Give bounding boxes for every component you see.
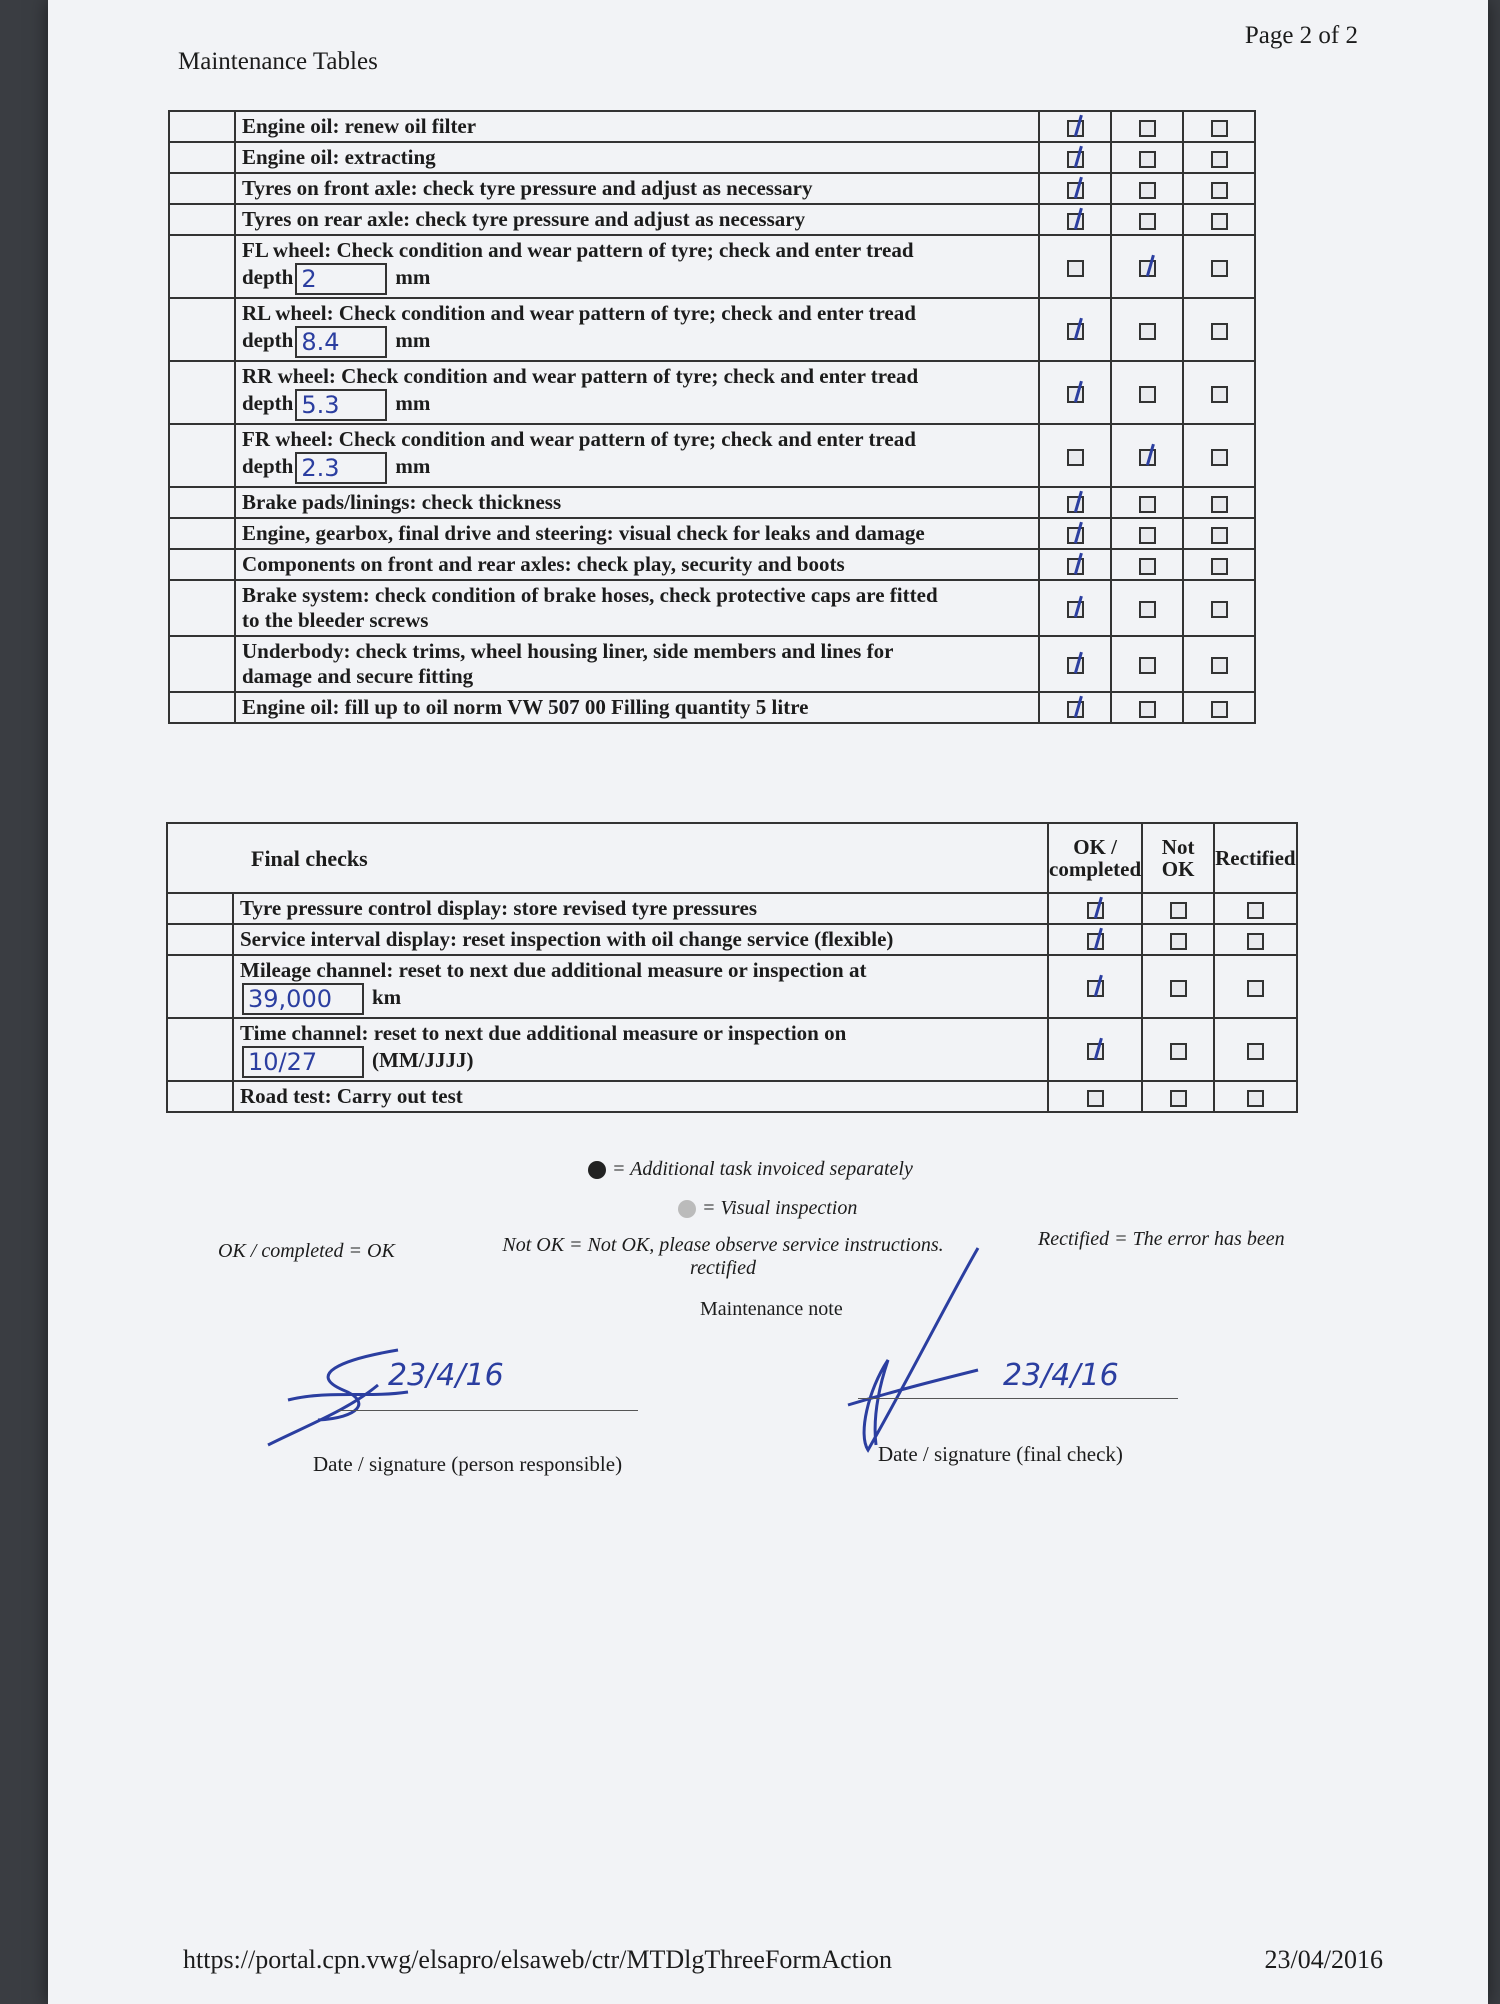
not-ok-cell: [1142, 1018, 1214, 1081]
table-row: [169, 111, 1255, 142]
task-text: FL wheel: Check condition and wear pattern of tyre; check and enter tread: [242, 238, 914, 262]
rectified-cell: [1183, 204, 1255, 235]
task-text: Service interval display: reset inspection with oil change service (flexible): [240, 927, 894, 951]
rectified-checkbox[interactable]: [1211, 182, 1228, 199]
rectified-checkbox[interactable]: [1211, 120, 1228, 137]
ok-completed-cell: [1048, 893, 1142, 924]
not-ok-checkbox[interactable]: [1170, 1043, 1187, 1060]
final-checks-table: [166, 822, 1298, 1113]
final-checks-header-row: [167, 823, 1297, 893]
ok-completed-checkbox[interactable]: [1087, 1043, 1104, 1060]
ok-completed-cell: [1048, 955, 1142, 1018]
ok-completed-checkbox[interactable]: [1067, 558, 1084, 575]
rectified-checkbox[interactable]: [1211, 213, 1228, 230]
not-ok-cell: [1111, 111, 1183, 142]
not-ok-checkbox[interactable]: [1139, 496, 1156, 513]
not-ok-checkbox[interactable]: [1170, 1090, 1187, 1107]
table-row: [167, 1081, 1297, 1112]
entry-field[interactable]: 39,000: [242, 983, 364, 1015]
legend-visual: [678, 1197, 857, 1220]
not-ok-cell: [1111, 361, 1183, 424]
task-subtext: depth: [242, 327, 294, 352]
ok-completed-cell: [1039, 692, 1111, 723]
ok-completed-cell: [1039, 549, 1111, 580]
ok-completed-cell: [1039, 298, 1111, 361]
not-ok-cell: [1111, 142, 1183, 173]
ok-completed-checkbox[interactable]: [1067, 449, 1084, 466]
not-ok-cell: [1142, 893, 1214, 924]
rectified-cell: [1183, 580, 1255, 636]
table-row: [169, 142, 1255, 173]
task-subtext: depth: [242, 264, 294, 289]
ok-completed-cell: [1039, 636, 1111, 692]
ok-completed-cell: [1039, 580, 1111, 636]
table-row: [167, 1018, 1297, 1081]
footer-date: 23/04/2016: [1264, 1945, 1383, 1974]
ok-completed-cell: [1039, 518, 1111, 549]
final-checks-title: Final checks: [233, 823, 1048, 893]
rectified-cell: [1214, 893, 1296, 924]
task-text: Engine oil: extracting: [242, 145, 436, 169]
ok-completed-cell: [1039, 111, 1111, 142]
signature-left-caption: Date / signature (person responsible): [313, 1452, 623, 1476]
ok-completed-cell: [1048, 1081, 1142, 1112]
legend-rectified-text: Rectified = The error has been: [1038, 1228, 1285, 1250]
table-row: [167, 893, 1297, 924]
table-row: [169, 298, 1255, 361]
table-row: [169, 361, 1255, 424]
ok-completed-checkbox[interactable]: [1087, 933, 1104, 950]
table-row: [169, 580, 1255, 636]
rectified-checkbox[interactable]: [1211, 657, 1228, 674]
entry-unit: mm: [395, 327, 431, 352]
not-ok-checkbox[interactable]: [1139, 701, 1156, 718]
rectified-checkbox[interactable]: [1211, 496, 1228, 513]
not-ok-cell: [1111, 424, 1183, 487]
rectified-cell: [1183, 173, 1255, 204]
entry-field[interactable]: 10/27: [242, 1046, 364, 1078]
task-text: FR wheel: Check condition and wear pattern of tyre; check and enter tread: [242, 427, 916, 451]
rectified-checkbox[interactable]: [1211, 701, 1228, 718]
task-text: Road test: Carry out test: [240, 1084, 463, 1108]
ok-completed-checkbox[interactable]: [1067, 386, 1084, 403]
entry-unit: mm: [395, 390, 431, 415]
task-text: RL wheel: Check condition and wear pattern of tyre; check and enter tread: [242, 301, 916, 325]
not-ok-cell: [1142, 924, 1214, 955]
not-ok-checkbox[interactable]: [1139, 657, 1156, 674]
entry-field[interactable]: 8.4: [295, 326, 387, 358]
maintenance-note-label: Maintenance note: [700, 1298, 843, 1320]
signature-left-line: [338, 1410, 638, 1411]
not-ok-checkbox[interactable]: [1139, 558, 1156, 575]
table-row: [167, 924, 1297, 955]
rectified-cell: [1183, 487, 1255, 518]
not-ok-cell: [1111, 298, 1183, 361]
table-row: [169, 424, 1255, 487]
ok-completed-checkbox[interactable]: [1067, 151, 1084, 168]
table-row: [169, 204, 1255, 235]
task-text: Engine, gearbox, final drive and steering: visual check for leaks and damage: [242, 521, 925, 545]
ok-completed-checkbox[interactable]: [1067, 496, 1084, 513]
rectified-cell: [1183, 298, 1255, 361]
rectified-cell: [1214, 924, 1296, 955]
task-text: Tyres on rear axle: check tyre pressure and adjust as necessary: [242, 207, 806, 231]
not-ok-checkbox[interactable]: [1139, 120, 1156, 137]
ok-completed-cell: [1048, 1018, 1142, 1081]
ok-completed-checkbox[interactable]: [1067, 657, 1084, 674]
ok-completed-cell: [1039, 361, 1111, 424]
task-subtext: to the bleeder screws: [242, 608, 429, 632]
task-text: Tyres on front axle: check tyre pressure and adjust as necessary: [242, 176, 813, 200]
rectified-cell: [1183, 518, 1255, 549]
rectified-checkbox[interactable]: [1247, 902, 1264, 919]
rectified-cell: [1214, 1018, 1296, 1081]
not-ok-checkbox[interactable]: [1139, 601, 1156, 618]
document-page: [48, 0, 1488, 2004]
ok-completed-checkbox[interactable]: [1087, 1090, 1104, 1107]
ok-completed-cell: [1039, 235, 1111, 298]
entry-field[interactable]: 2: [295, 263, 387, 295]
table-row: [169, 173, 1255, 204]
not-ok-cell: [1111, 487, 1183, 518]
rectified-checkbox[interactable]: [1211, 527, 1228, 544]
ok-completed-cell: [1039, 173, 1111, 204]
task-subtext: depth: [242, 390, 294, 415]
entry-field[interactable]: 2.3: [295, 452, 387, 484]
rectified-checkbox[interactable]: [1211, 260, 1228, 277]
task-text: Underbody: check trims, wheel housing liner, side members and lines for: [242, 639, 894, 663]
not-ok-checkbox[interactable]: [1139, 151, 1156, 168]
not-ok-checkbox[interactable]: [1170, 980, 1187, 997]
rectified-cell: [1214, 1081, 1296, 1112]
table-row: [169, 235, 1255, 298]
additional-task-icon: [588, 1161, 606, 1179]
table-row: [169, 549, 1255, 580]
legend-additional-text: = Additional task invoiced separately: [612, 1158, 913, 1180]
task-text: Time channel: reset to next due additional measure or inspection on: [240, 1021, 847, 1045]
not-ok-checkbox[interactable]: [1139, 182, 1156, 199]
ok-completed-cell: [1039, 142, 1111, 173]
rectified-cell: [1183, 636, 1255, 692]
not-ok-cell: [1111, 204, 1183, 235]
rectified-checkbox[interactable]: [1211, 386, 1228, 403]
rectified-cell: [1183, 549, 1255, 580]
entry-unit: mm: [395, 453, 431, 478]
entry-unit: mm: [395, 264, 431, 289]
ok-completed-cell: [1039, 424, 1111, 487]
col-ok-header: OK / completed: [1048, 823, 1142, 893]
legend-additional: [588, 1158, 913, 1181]
ok-completed-checkbox[interactable]: [1067, 601, 1084, 618]
not-ok-checkbox[interactable]: [1170, 933, 1187, 950]
entry-field[interactable]: 5.3: [295, 389, 387, 421]
signature-left-scribble: [248, 1340, 448, 1450]
ok-completed-checkbox[interactable]: [1087, 902, 1104, 919]
rectified-cell: [1214, 955, 1296, 1018]
not-ok-cell: [1111, 173, 1183, 204]
not-ok-cell: [1142, 1081, 1214, 1112]
visual-inspection-icon: [678, 1200, 696, 1218]
not-ok-cell: [1111, 692, 1183, 723]
col-notok-header: Not OK: [1142, 823, 1214, 893]
rectified-cell: [1183, 424, 1255, 487]
not-ok-cell: [1111, 549, 1183, 580]
ok-completed-checkbox[interactable]: [1087, 980, 1104, 997]
rectified-checkbox[interactable]: [1211, 323, 1228, 340]
legend-visual-text: = Visual inspection: [702, 1197, 858, 1219]
table-row: [169, 636, 1255, 692]
signature-right-date: 23/4/16: [1003, 1358, 1119, 1393]
entry-unit: (MM/JJJJ): [372, 1047, 474, 1072]
legend-ok-text: OK / completed = OK: [218, 1240, 395, 1262]
task-text: Components on front and rear axles: check play, security and boots: [242, 552, 845, 576]
legend-notok-text: Not OK = Not OK, please observe service instructions. rectified: [502, 1234, 944, 1279]
task-text: Tyre pressure control display: store revised tyre pressures: [240, 896, 758, 920]
page-number: Page 2 of 2: [1244, 22, 1358, 49]
task-text: Engine oil: renew oil filter: [242, 114, 477, 138]
not-ok-checkbox[interactable]: [1139, 213, 1156, 230]
table-row: [167, 955, 1297, 1018]
rectified-checkbox[interactable]: [1247, 1043, 1264, 1060]
not-ok-cell: [1111, 235, 1183, 298]
task-text: Brake pads/linings: check thickness: [242, 490, 562, 514]
ok-completed-cell: [1039, 487, 1111, 518]
rectified-checkbox[interactable]: [1211, 601, 1228, 618]
rectified-checkbox[interactable]: [1211, 449, 1228, 466]
signature-right-caption: Date / signature (final check): [878, 1442, 1123, 1466]
not-ok-cell: [1111, 580, 1183, 636]
ok-completed-checkbox[interactable]: [1067, 527, 1084, 544]
not-ok-checkbox[interactable]: [1170, 902, 1187, 919]
not-ok-checkbox[interactable]: [1139, 323, 1156, 340]
entry-unit: km: [372, 984, 402, 1009]
ok-completed-checkbox[interactable]: [1067, 701, 1084, 718]
not-ok-checkbox[interactable]: [1139, 386, 1156, 403]
ok-completed-checkbox[interactable]: [1067, 182, 1084, 199]
rectified-cell: [1183, 361, 1255, 424]
footer-url: https://portal.cpn.vwg/elsapro/elsaweb/ctr/MTDlgThreeFormAction: [183, 1945, 893, 1974]
ok-completed-checkbox[interactable]: [1067, 120, 1084, 137]
page-header-title: Maintenance Tables: [178, 48, 378, 75]
signature-right-line: [858, 1398, 1178, 1399]
not-ok-checkbox[interactable]: [1139, 449, 1156, 466]
signature-left-date: 23/4/16: [388, 1358, 504, 1393]
table-row: [169, 487, 1255, 518]
not-ok-cell: [1111, 636, 1183, 692]
ok-completed-cell: [1039, 204, 1111, 235]
rectified-checkbox[interactable]: [1247, 1090, 1264, 1107]
table-row: [169, 692, 1255, 723]
task-subtext: depth: [242, 453, 294, 478]
rectified-checkbox[interactable]: [1247, 933, 1264, 950]
ok-completed-checkbox[interactable]: [1067, 213, 1084, 230]
rectified-checkbox[interactable]: [1211, 558, 1228, 575]
rectified-cell: [1183, 692, 1255, 723]
not-ok-checkbox[interactable]: [1139, 260, 1156, 277]
maintenance-task-table: [168, 110, 1256, 724]
ok-completed-checkbox[interactable]: [1067, 323, 1084, 340]
table-row: [169, 518, 1255, 549]
rectified-checkbox[interactable]: [1211, 151, 1228, 168]
task-text: Brake system: check condition of brake hoses, check protective caps are fitted: [242, 583, 938, 607]
rectified-cell: [1183, 111, 1255, 142]
not-ok-cell: [1142, 955, 1214, 1018]
ok-completed-checkbox[interactable]: [1067, 260, 1084, 277]
ok-completed-cell: [1048, 924, 1142, 955]
not-ok-cell: [1111, 518, 1183, 549]
task-text: Mileage channel: reset to next due additional measure or inspection at: [240, 958, 867, 982]
task-text: Engine oil: fill up to oil norm VW 507 00 Filling quantity 5 litre: [242, 695, 809, 719]
col-rectified-header: Rectified: [1214, 823, 1296, 893]
task-text: RR wheel: Check condition and wear pattern of tyre; check and enter tread: [242, 364, 919, 388]
task-subtext: damage and secure fitting: [242, 664, 474, 688]
not-ok-checkbox[interactable]: [1139, 527, 1156, 544]
rectified-checkbox[interactable]: [1247, 980, 1264, 997]
rectified-cell: [1183, 235, 1255, 298]
rectified-cell: [1183, 142, 1255, 173]
signature-right-scribble: [828, 1240, 988, 1460]
